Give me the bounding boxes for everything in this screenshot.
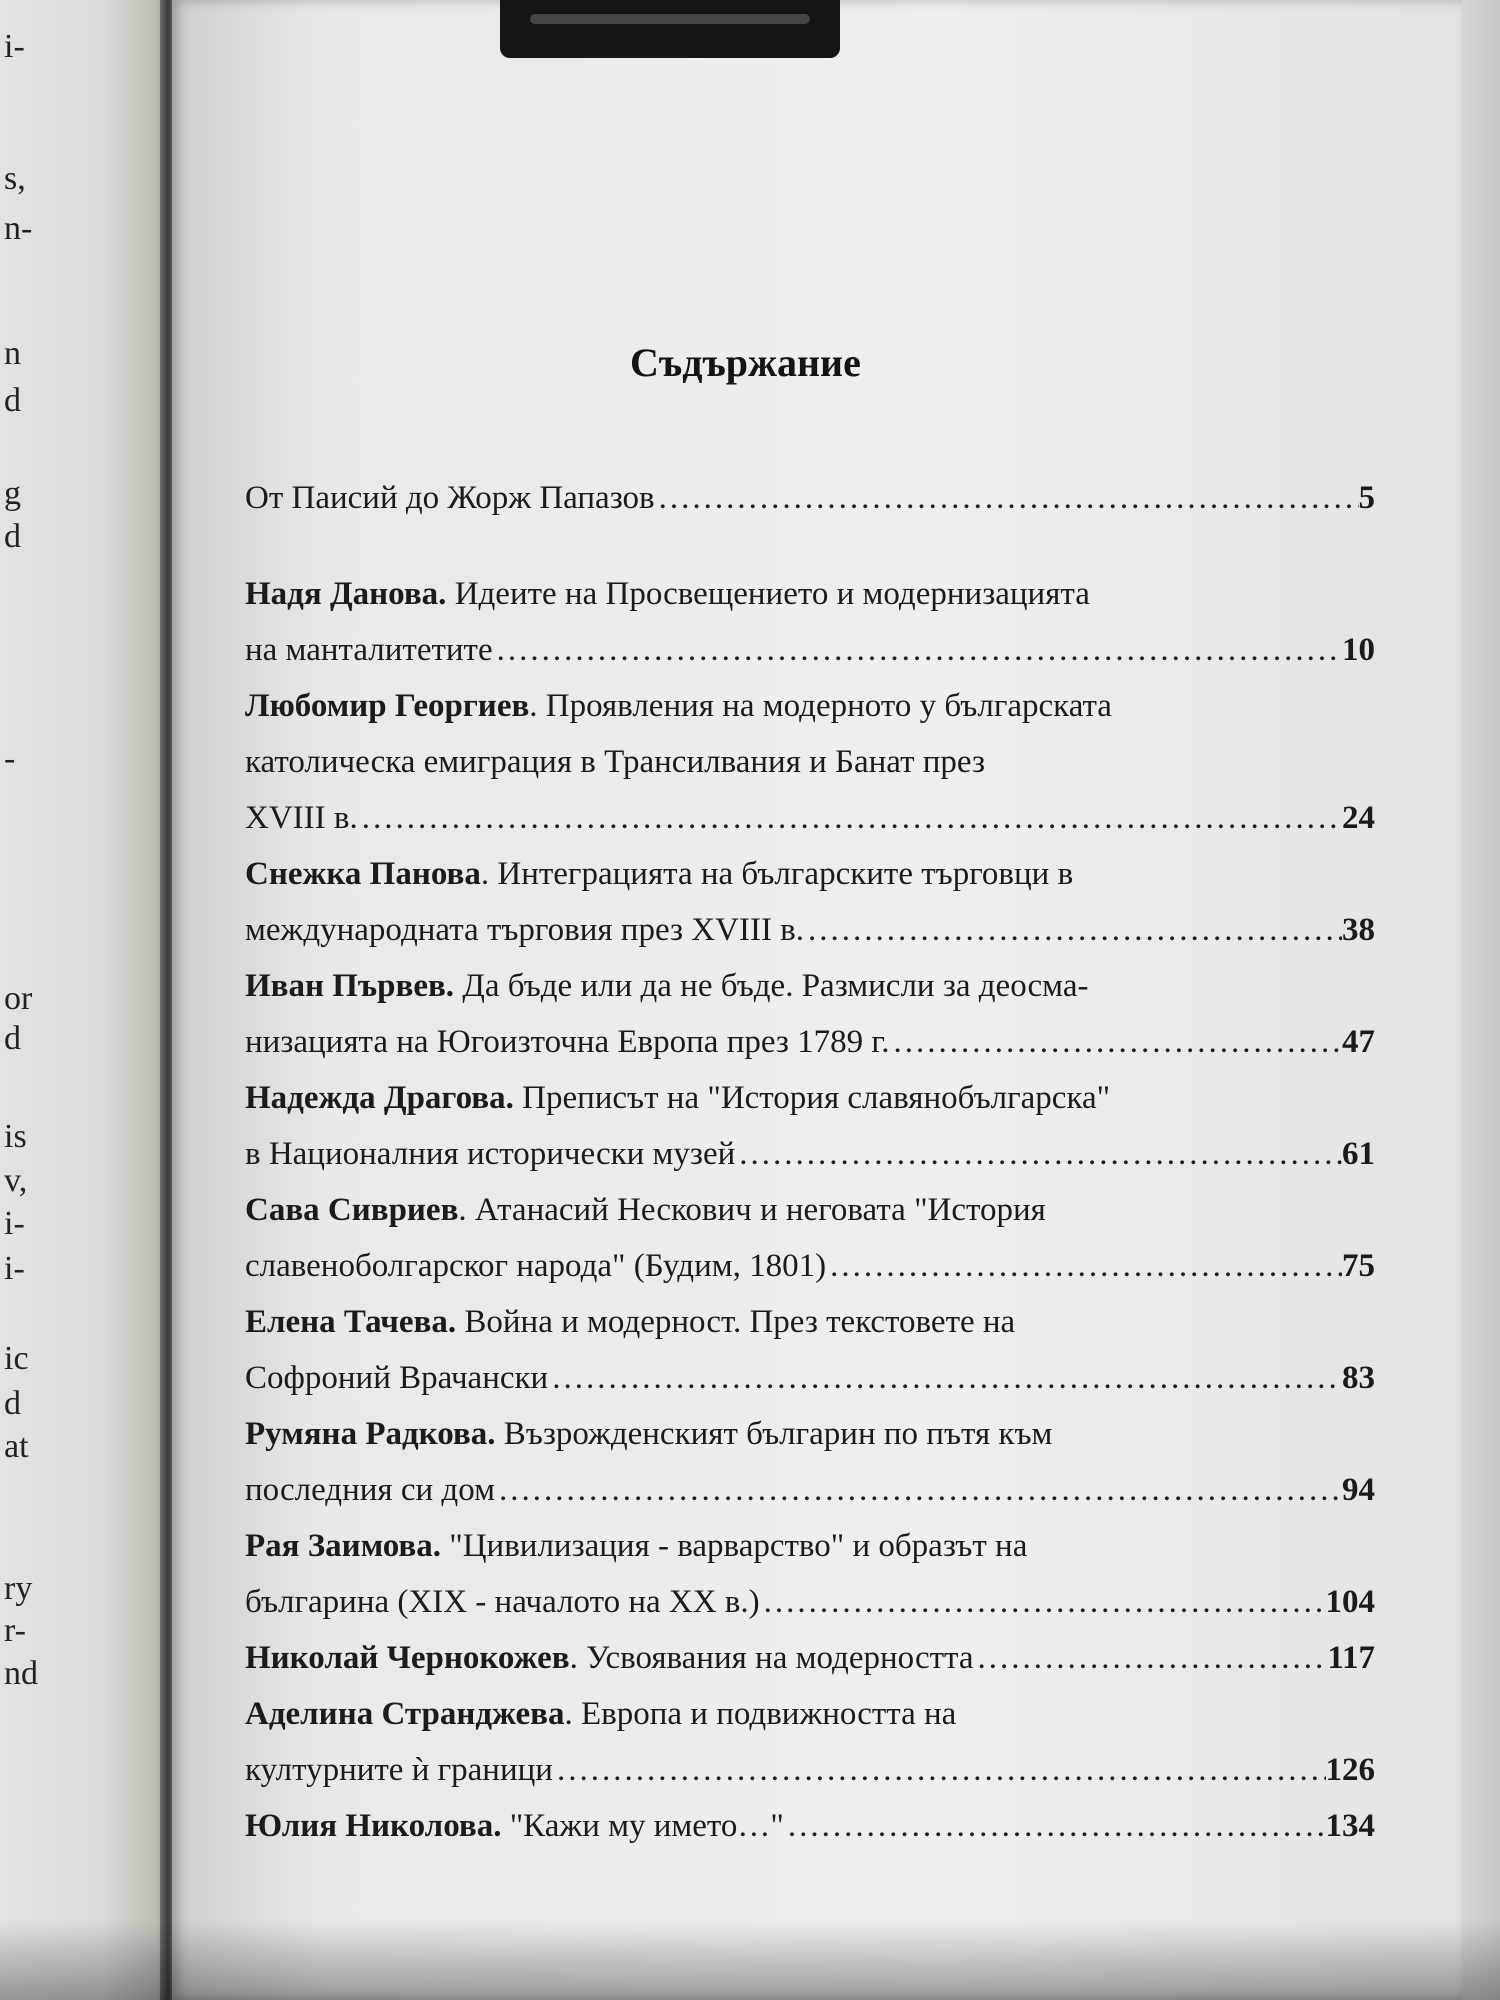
toc-entry-title-end [245,1574,760,1630]
toc-title-text: "Кажи му името…" [501,1808,784,1844]
toc-entry-last-line [245,1742,1375,1798]
page-number: 83 [1342,1360,1375,1396]
toc-title-text: католическа емиграция в Трансилвания и Банат през [245,744,986,780]
toc-entry [245,678,1375,846]
page-number: 126 [1325,1752,1375,1788]
toc-entry [245,1182,1375,1294]
left-page-fragment: d [4,518,21,555]
page-number: 10 [1342,632,1375,668]
page-number: 134 [1325,1808,1375,1844]
page-number: 61 [1342,1136,1375,1172]
toc-title-text: низацията на Югоизточна Европа през 1789 г. [245,1024,890,1060]
toc-entry-last-line [245,902,1375,958]
toc-entry [245,1518,1375,1630]
toc-entry [245,1294,1375,1406]
page-number: 5 [1358,480,1375,516]
toc-entry [245,1630,1375,1686]
dot-leader [784,1798,1326,1854]
toc-author: Елена Тачева. [245,1304,457,1340]
toc-title-text: . Европа и подвижността на [564,1696,957,1732]
dot-leader [974,1630,1328,1686]
toc-entry [245,566,1375,678]
toc-entry-title-end [245,1350,548,1406]
page-number: 75 [1342,1248,1375,1284]
toc-title-text: международната търговия през XVIII в. [245,912,805,948]
toc-author: Иван Първев. [245,968,455,1004]
dot-leader [890,1014,1343,1070]
toc-entry-last-line [245,1462,1375,1518]
toc-entry-title-end [245,1014,890,1070]
toc-entry-title-end [245,1798,784,1854]
toc-entry-last-line [245,790,1375,846]
dot-leader [493,622,1342,678]
page-edge [1462,0,1500,2000]
dot-leader [548,1350,1342,1406]
toc-author: Рая Заимова. [245,1528,441,1564]
toc-title-text: последния си дом [245,1472,495,1508]
toc-entry-title-end [245,1238,826,1294]
toc-entry [245,1070,1375,1182]
toc-entry-last-line [245,1798,1375,1854]
toc-title-text: Преписът на "История славянобългарска" [513,1080,1111,1116]
toc-entry-title-end [245,790,358,846]
toc-title-text: "Цивилизация - варварство" и образът на [441,1528,1028,1564]
toc-entry-line [245,1518,1375,1574]
toc-entry-title-end [245,1126,735,1182]
left-page-fragment: i- [4,1205,25,1242]
left-page [0,0,170,2000]
left-page-fragment: ic [4,1340,29,1377]
toc-title-text: Идеите на Просвещението и модернизацията [446,576,1090,612]
dot-leader [826,1238,1342,1294]
binder-clip [500,0,840,58]
left-page-fragment: i- [4,28,25,65]
toc-entry-last-line [245,1014,1375,1070]
toc-entry-title-end [245,622,493,678]
left-page-fragment: n [4,335,21,372]
dot-leader [495,1462,1342,1518]
toc-title-text: . Усвоявания на модерността [569,1640,974,1676]
toc-entry [245,958,1375,1070]
toc-author: Сава Сивриев [245,1192,459,1228]
toc-title-text: . Проявления на модерното у българската [529,688,1112,724]
page-title: Съдържание [630,339,861,385]
dot-leader [760,1574,1326,1630]
toc-title-text: Война и модерност. През текстовете на [456,1304,1016,1340]
toc-entry-line [245,1686,1375,1742]
toc-entry-line [245,1406,1375,1462]
toc-title-text: културните ѝ граници [245,1752,553,1788]
left-page-fragment: - [4,740,16,777]
toc-author: Аделина Странджева [245,1696,565,1732]
toc-entry-line [245,1294,1375,1350]
toc-entry-title-end [245,1742,553,1798]
toc-entry-last-line [245,622,1375,678]
left-page-fragment: g [4,475,21,512]
toc-title-text: Възрожденският българин по пътя към [495,1416,1053,1452]
dot-leader [358,790,1342,846]
table-of-contents [245,470,1375,1854]
left-page-fragment: n- [4,210,33,247]
page-number: 94 [1342,1472,1375,1508]
page-number: 24 [1342,800,1375,836]
toc-title-text: . Атанасий Нескович и неговата "История [458,1192,1046,1228]
toc-author: Румяна Радкова. [245,1416,496,1452]
toc-entry-line [245,566,1375,622]
toc-title-text: славеноболгарског народа" (Будим, 1801) [245,1248,827,1284]
toc-author: Юлия Николова. [245,1808,502,1844]
toc-entry [245,1798,1375,1854]
left-page-fragment: is [4,1118,27,1155]
toc-title-text: Да бъде или да не бъде. Размисли за деосма- [454,968,1089,1004]
toc-author: Надя Данова. [245,576,447,612]
toc-title-text: . Интеграцията на българските търговци в [480,856,1074,892]
toc-entry [245,470,1375,526]
toc-entry-line [245,958,1375,1014]
toc-title-text: в Националния исторически музей [245,1136,736,1172]
toc-entry-title-end [245,902,804,958]
left-page-fragment: d [4,1385,21,1422]
left-page-fragment: d [4,382,21,419]
toc-entry [245,1686,1375,1798]
left-page-fragment: nd [4,1655,38,1692]
page-number: 117 [1327,1640,1375,1676]
toc-entry [245,1406,1375,1518]
left-page-fragment: r- [4,1612,26,1649]
toc-author: Николай Чернокожев [245,1640,570,1676]
left-page-fragment: s, [4,160,26,197]
toc-entry-last-line [245,1126,1375,1182]
toc-entry-last-line [245,1238,1375,1294]
page-number: 47 [1342,1024,1375,1060]
toc-entry-title-end [245,1462,495,1518]
toc-title-text: От Паисий до Жорж Папазов [245,480,655,516]
toc-title-text: българина (XIX - началото на XX в.) [245,1584,760,1620]
bottom-shadow [0,1920,1500,2000]
toc-author: Надежда Драгова. [245,1080,514,1116]
toc-entry-last-line [245,470,1375,526]
toc-entry-line [245,1182,1375,1238]
toc-entry-last-line [245,1630,1375,1686]
toc-entry-last-line [245,1350,1375,1406]
dot-leader [655,470,1359,526]
toc-entry-line [245,1070,1375,1126]
toc-entry-last-line [245,1574,1375,1630]
page-number: 38 [1342,912,1375,948]
toc-entry-line [245,846,1375,902]
page-number: 104 [1325,1584,1375,1620]
toc-entry-title-end [245,1630,974,1686]
left-page-fragment: or [4,980,33,1017]
dot-leader [553,1742,1326,1798]
toc-title-text: XVIII в. [245,800,358,836]
left-page-fragment: at [4,1428,29,1465]
dot-leader [735,1126,1342,1182]
toc-entry-title-end [245,470,655,526]
left-page-fragment: ry [4,1570,33,1607]
toc-entry-line [245,678,1375,734]
toc-title-text: Софроний Врачански [245,1360,549,1396]
dot-leader [804,902,1342,958]
toc-title-text: на манталитетите [245,632,493,668]
left-page-fragment: i- [4,1250,25,1287]
toc-author: Снежка Панова [245,856,481,892]
left-page-fragment: v, [4,1162,28,1199]
left-page-fragment: d [4,1020,21,1057]
toc-entry [245,846,1375,958]
toc-author: Любомир Георгиев [245,688,530,724]
